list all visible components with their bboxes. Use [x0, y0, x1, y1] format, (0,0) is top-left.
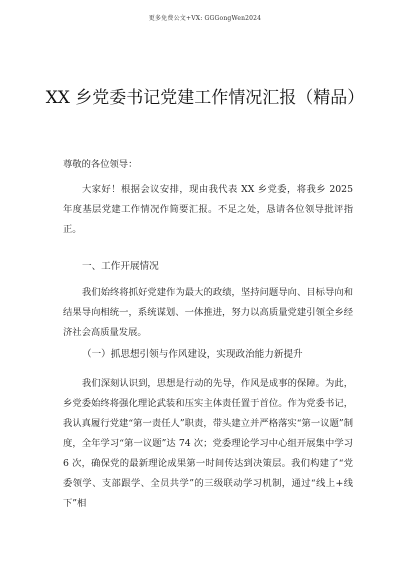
section-heading: 一、工作开展情况 [82, 261, 159, 272]
subsection-paragraph: 我们深刻认识到，思想是行动的先导，作风是成事的保障。为此，乡党委始终将强化理论武装和压实主体责任置于首位。作为党委书记，我认真履行党建“第一责任人”职责，带头建立并严格落实“第一议题”制度，全年学习“第一议题”达 74 次；党委理论学习中心组开展集中学习 6 次，确保党的最新理论成果第一时间传达到决策层。我们构建了“党委领学、支部跟学、全员共学”的三级联动学习机制，通过“线上+线下”相 [63, 378, 353, 509]
document-title: XX 乡党委书记党建工作情况汇报（精品） [45, 88, 365, 108]
section-paragraph: 我们始终将抓好党建作为最大的政绩，坚持问题导向、目标导向和结果导向相统一，系统谋划、一体推进，努力以高质量党建引领全乡经济社会高质量发展。 [63, 287, 353, 338]
salutation: 尊敬的各位领导： [63, 159, 138, 170]
intro-paragraph: 大家好！根据会议安排，现由我代表 XX 乡党委，将我乡 2025 年度基层党建工作情况作简要汇报。不足之处，恳请各位领导批评指正。 [63, 184, 353, 235]
header-note: 更多免费公文+VX: GGGongWen2024 [148, 15, 262, 22]
subsection-heading: （一）抓思想引领与作风建设，实现政治能力新提升 [82, 349, 303, 360]
